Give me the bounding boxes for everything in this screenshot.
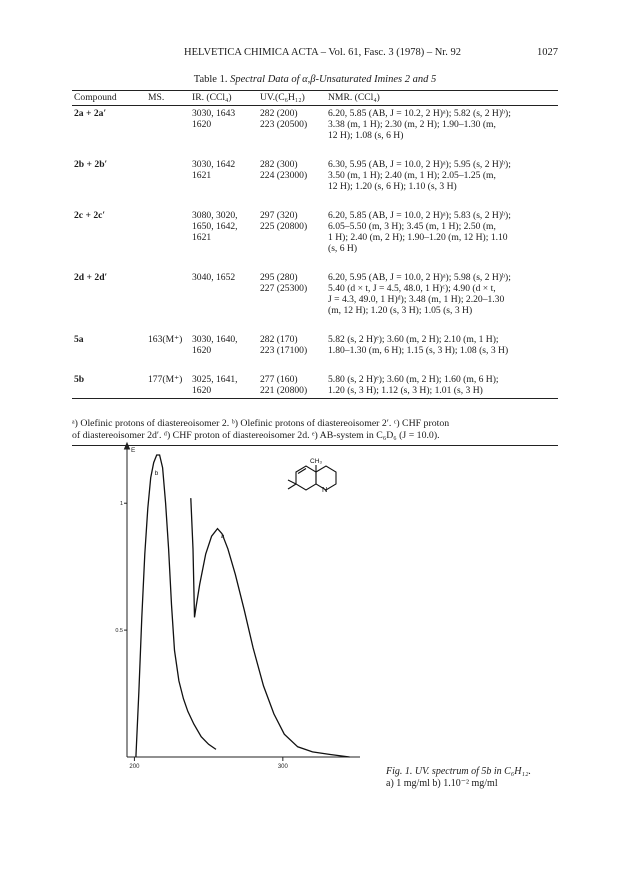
nmr-line: 1.80–1.30 (m, 6 H); 1.15 (s, 3 H); 1.08 (s, 3 H) <box>328 345 509 356</box>
ir-line: 1621 <box>192 170 212 181</box>
ir-line: 3040, 1652 <box>192 272 236 283</box>
col-header-nmr: NMR. (CCl₄) <box>326 91 558 106</box>
uv-line: 282 (200) <box>260 108 298 119</box>
molecule-gem-methyl-1 <box>288 484 296 489</box>
nmr-line: 1.20 (s, 3 H); 1.12 (s, 3 H); 1.01 (s, 3 H) <box>328 385 483 396</box>
uv-line: 221 (20800) <box>260 385 308 396</box>
cell-compound: 2b + 2b′ <box>74 159 108 170</box>
molecule-double-bond <box>298 469 306 474</box>
y-tick-label: 1 <box>119 501 123 508</box>
nmr-line: 6.20, 5.85 (AB, J = 10.0, 2 H)ᵃ); 5.83 (s, 2 H)ᵇ); <box>328 210 511 221</box>
col-header-compound: Compound <box>72 91 146 106</box>
ir-line: 3030, 1640, <box>192 334 238 345</box>
nmr-line: 6.20, 5.85 (AB, J = 10.2, 2 H)ᵃ); 5.82 (s, 2 H)ᵇ); <box>328 108 511 119</box>
col-header-uv: UV.(C₆H₁₂) <box>258 91 326 106</box>
series-label-b: b <box>154 470 159 477</box>
uv-line: 295 (280) <box>260 272 298 283</box>
series-label-a: a <box>220 533 225 541</box>
nmr-line: 5.82 (s, 2 H)ᵉ); 3.60 (m, 2 H); 2.10 (m, 1 H); <box>328 334 499 345</box>
nmr-line: 6.05–5.50 (m, 3 H); 3.45 (m, 1 H); 2.50 (m, <box>328 221 496 232</box>
ir-line: 3030, 1643 <box>192 108 236 119</box>
table-caption-prefix: Table 1. <box>193 74 228 85</box>
molecule-ring-left <box>296 466 316 490</box>
nmr-line: 3.38 (m, 1 H); 2.30 (m, 2 H); 1.90–1.30 (m, <box>328 119 496 130</box>
figure-caption <box>386 766 531 790</box>
series-line-b <box>136 455 216 757</box>
uv-line: 282 (170) <box>260 334 298 345</box>
col-header-ir: IR. (CCl₄) <box>190 91 258 106</box>
journal-running-title: HELVETICA CHIMICA ACTA – Vol. 61, Fasc. 3 (1978) – Nr. 92 <box>184 47 461 58</box>
nmr-line: 12 H); 1.08 (s, 6 H) <box>328 130 404 141</box>
molecule-n-label: N <box>322 485 328 494</box>
chart-ticks <box>115 447 288 770</box>
uv-line: 282 (300) <box>260 159 298 170</box>
uv-line: 225 (20800) <box>260 221 308 232</box>
nmr-line: 6.20, 5.95 (AB, J = 10.0, 2 H)ᵃ); 5.98 (s, 2 H)ᵇ); <box>328 272 511 283</box>
molecule-structure <box>288 465 336 490</box>
cell-compound: 2c + 2c′ <box>74 210 106 221</box>
ir-line: 1620 <box>192 119 212 130</box>
chart-series-group <box>136 455 350 757</box>
nmr-line: 3.50 (m, 1 H); 2.40 (m, 1 H); 2.05–1.25 (m, <box>328 170 496 181</box>
ir-line: 1621 <box>192 232 212 243</box>
nmr-line: 6.30, 5.95 (AB, J = 10.0, 2 H)ᵃ); 5.95 (s, 2 H)ᵇ); <box>328 159 511 170</box>
ir-line: 1620 <box>192 345 212 356</box>
y-tick-label: 0.5 <box>115 628 123 635</box>
uv-line: 277 (160) <box>260 374 298 385</box>
x-tick-label: 300 <box>277 764 288 770</box>
uv-line: 223 (17100) <box>260 345 308 356</box>
footnote-line: of diastereoisomer 2d′. ᵈ) CHF proton of diastereoisomer 2d. ᵉ) AB-system in C₆D₆ (J = 10.0). <box>72 430 440 441</box>
col-header-ms: MS. <box>146 91 190 106</box>
page-number: 1027 <box>537 47 558 58</box>
table-caption-text: Spectral Data of α,β-Unsaturated Imines 2 and 5 <box>230 74 437 85</box>
cell-ms: 177(M⁺) <box>146 372 190 399</box>
uv-line: 223 (20500) <box>260 119 308 130</box>
y-axis-label: E <box>131 447 136 454</box>
x-tick-label: 200 <box>129 764 140 770</box>
footnote-line: ᵃ) Olefinic protons of diastereoisomer 2. ᵇ) Olefinic protons of diastereoisomer 2′. ᶜ) CHF proton <box>72 418 450 429</box>
figure-caption-line-2: a) 1 mg/ml b) 1.10⁻² mg/ml <box>386 778 498 789</box>
ir-line: 3025, 1641, <box>192 374 238 385</box>
ir-line: 3030, 1642 <box>192 159 236 170</box>
figure-caption-line-1: Fig. 1. UV. spectrum of 5b in C₆H₁₂. <box>386 766 531 777</box>
y-axis-arrow <box>125 443 130 449</box>
uv-line: 227 (25300) <box>260 283 308 294</box>
uv-line: 297 (320) <box>260 210 298 221</box>
ir-line: 1650, 1642, <box>192 221 238 232</box>
cell-compound: 2d + 2d′ <box>74 272 108 283</box>
nmr-line: (s, 6 H) <box>328 243 358 254</box>
cell-compound: 5a <box>74 334 84 345</box>
ir-line: 3080, 3020, <box>192 210 238 221</box>
cell-compound: 2a + 2a′ <box>74 108 107 119</box>
cell-ms: 163(M⁺) <box>148 334 183 345</box>
uv-line: 224 (23000) <box>260 170 308 181</box>
ir-line: 1620 <box>192 385 212 396</box>
nmr-line: (m, 12 H); 1.20 (s, 3 H); 1.05 (s, 3 H) <box>328 305 473 316</box>
molecule-gem-methyl-2 <box>288 480 296 484</box>
series-line-a <box>191 498 350 757</box>
nmr-line: 5.40 (d × t, J = 4.5, 48.0, 1 H)ᶜ); 4.90 (d × t, <box>328 283 496 294</box>
nmr-line: 1 H); 2.40 (m, 2 H); 1.90–1.20 (m, 12 H); 1.10 <box>328 232 508 243</box>
nmr-line: J = 4.3, 49.0, 1 H)ᵈ); 3.48 (m, 1 H); 2.20–1.30 <box>328 294 505 305</box>
nmr-line: 12 H); 1.20 (s, 6 H); 1.10 (s, 3 H) <box>328 181 457 192</box>
nmr-line: 5.80 (s, 2 H)ᵉ); 3.60 (m, 2 H); 1.60 (m, 6 H); <box>328 374 499 385</box>
cell-compound: 5b <box>72 372 146 399</box>
molecule-ch3-label: CH₃ <box>310 458 323 465</box>
